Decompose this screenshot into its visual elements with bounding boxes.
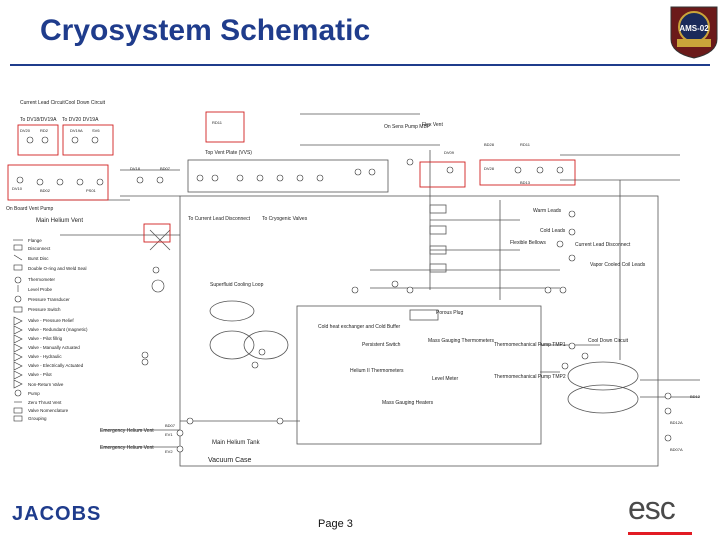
valve-tag: BD07A: [670, 447, 683, 452]
valve-tag: BD02: [40, 188, 51, 193]
label-cold-heat-exchanger: Cold heat exchanger and Cold Buffer: [318, 324, 401, 330]
valve-tag: RD11: [520, 142, 530, 147]
legend-item: Thermometer: [28, 277, 56, 282]
label-emergency-vent-2: Emergency Helium Vent: [100, 445, 154, 451]
valve-tag: BD13: [520, 180, 531, 185]
valve-tag: DV09: [444, 150, 455, 155]
label-mass-gauging: Mass Gauging Thermometers: [428, 338, 495, 344]
valve-tag: RD11: [212, 120, 222, 125]
label-cool-down-circuit-right: Cool Down Circuit: [588, 338, 629, 344]
legend-item: Pressure Switch: [28, 307, 61, 312]
superfluid-loop-right: [244, 331, 288, 359]
superfluid-loop-lower: [210, 331, 254, 359]
legend-item: Flange: [28, 238, 42, 243]
label-level-meter: Level Meter: [432, 376, 459, 382]
legend-item: Non-Return Valve: [28, 382, 64, 387]
label-current-lead-disconnect: Current Lead Disconnect: [575, 242, 631, 248]
red-box-dv-valve: [144, 224, 170, 242]
valve-tag: DV18: [130, 166, 141, 171]
label-cool-down-circuit: Cool Down Circuit: [65, 100, 106, 106]
label-to-dv: To DV18/DV19A: [20, 117, 57, 123]
label-flex-vent: Flex Vent: [422, 122, 443, 128]
label-cold-leads: Cold Leads: [540, 228, 566, 234]
label-thermomech-2: Thermomechanical Pump TMP2: [494, 374, 566, 380]
label-persistent-switch: Persistent Switch: [362, 342, 401, 348]
label-vapor-cooled-coil: Vapor Cooled Coil Leads: [590, 262, 646, 268]
label-porous-plug: Porous Plug: [436, 310, 464, 316]
legend-item: Valve - Electrically Actuated: [28, 363, 84, 368]
vent-plate: [188, 160, 388, 192]
valve-tag: RD2: [40, 128, 49, 133]
legend-item: Disconnect: [28, 246, 51, 251]
label-to-current-lead: To Current Lead Disconnect: [188, 216, 250, 222]
legend-item: Pressure Transducer: [28, 297, 70, 302]
label-dv-pump: On Sens Pump MBP: [384, 124, 431, 130]
valve-tag: DV19A: [70, 128, 83, 133]
label-mass-gauging-heaters: Mass Gauging Heaters: [382, 400, 434, 406]
label-flexible-bellows: Flexible Bellows: [510, 240, 546, 246]
ams-logo-text: AMS-02: [679, 24, 709, 33]
label-to-dv20: To DV20 DV19A: [62, 117, 99, 123]
page-title: Cryosystem Schematic: [40, 14, 371, 47]
legend-item: Valve Nomenclature: [28, 408, 69, 413]
jacobs-logo: JACOBS: [12, 503, 102, 525]
valve-tag: BD07: [160, 166, 171, 171]
legend-item: Pump: [28, 391, 40, 396]
label-helium-thermometers: Helium II Thermometers: [350, 368, 404, 374]
legend-item: Valve - Manually Actuated: [28, 345, 80, 350]
legend-item: Level Probe: [28, 287, 53, 292]
superfluid-loop-upper: [210, 301, 254, 321]
label-vent-plate: Top Vent Plate (VVS): [205, 150, 252, 156]
label-thermomech-1: Thermomechanical Pump TMP1: [494, 342, 566, 348]
label-main-helium-tank: Main Helium Tank: [212, 440, 260, 446]
label-to-cryogenic-valves: To Cryogenic Valves: [262, 216, 308, 222]
legend-item: Valve - Pilot fillrig: [28, 336, 63, 341]
legend-item: Valve - Hydraulic: [28, 354, 62, 359]
page-number: Page 3: [318, 518, 353, 530]
valve-tag: SV6: [92, 128, 100, 133]
cool-down-loop-lower: [568, 385, 638, 413]
legend-item: Valve - Pilot: [28, 372, 52, 377]
label-current-lead-circuit: Current Lead Circuit: [20, 100, 65, 106]
valve-tag: DV20: [20, 128, 31, 133]
valve-tag: EV2: [165, 449, 173, 454]
legend-item: Burst Disc: [28, 256, 49, 261]
legend-item: Grouping: [28, 416, 47, 421]
label-vacuum-case: Vacuum Case: [208, 457, 252, 464]
valve-tag: BD12: [690, 394, 701, 399]
label-warm-leads: Warm Leads: [533, 208, 562, 214]
valve-tag: DV10: [12, 186, 23, 191]
valve-tag: BD07: [165, 423, 176, 428]
legend-item: Valve - Pressure Relief: [28, 318, 74, 323]
cryosystem-schematic: [0, 90, 720, 470]
valve-tag: EV1: [165, 432, 173, 437]
valve-tag: PS01: [86, 188, 96, 193]
red-box-top-vent: [206, 112, 244, 142]
label-main-helium-vent: Main Helium Vent: [36, 218, 84, 224]
legend-item: Double O-ring and Weld Seal: [28, 266, 87, 271]
legend-item: Valve - Redundant (magnetic): [28, 327, 88, 332]
red-box-dv-pump: [420, 162, 465, 187]
escg-logo-bar: [628, 532, 692, 535]
title-rule: [10, 64, 710, 66]
label-superfluid-loop: Superfluid Cooling Loop: [210, 282, 264, 288]
legend-item: Zero Thrust Vent: [28, 400, 62, 405]
valve-tag: BD12A: [670, 420, 683, 425]
escg-logo: esc: [628, 490, 675, 526]
valve-tag: BD28: [484, 142, 495, 147]
cool-down-loop-upper: [568, 362, 638, 390]
ams-logo: [669, 3, 719, 59]
label-on-board-pump: On Board Vent Pump: [6, 206, 54, 212]
label-emergency-vent-1: Emergency Helium Vent: [100, 428, 154, 434]
valve-tag: DV28: [484, 166, 495, 171]
vacuum-case-outline: [180, 196, 658, 466]
